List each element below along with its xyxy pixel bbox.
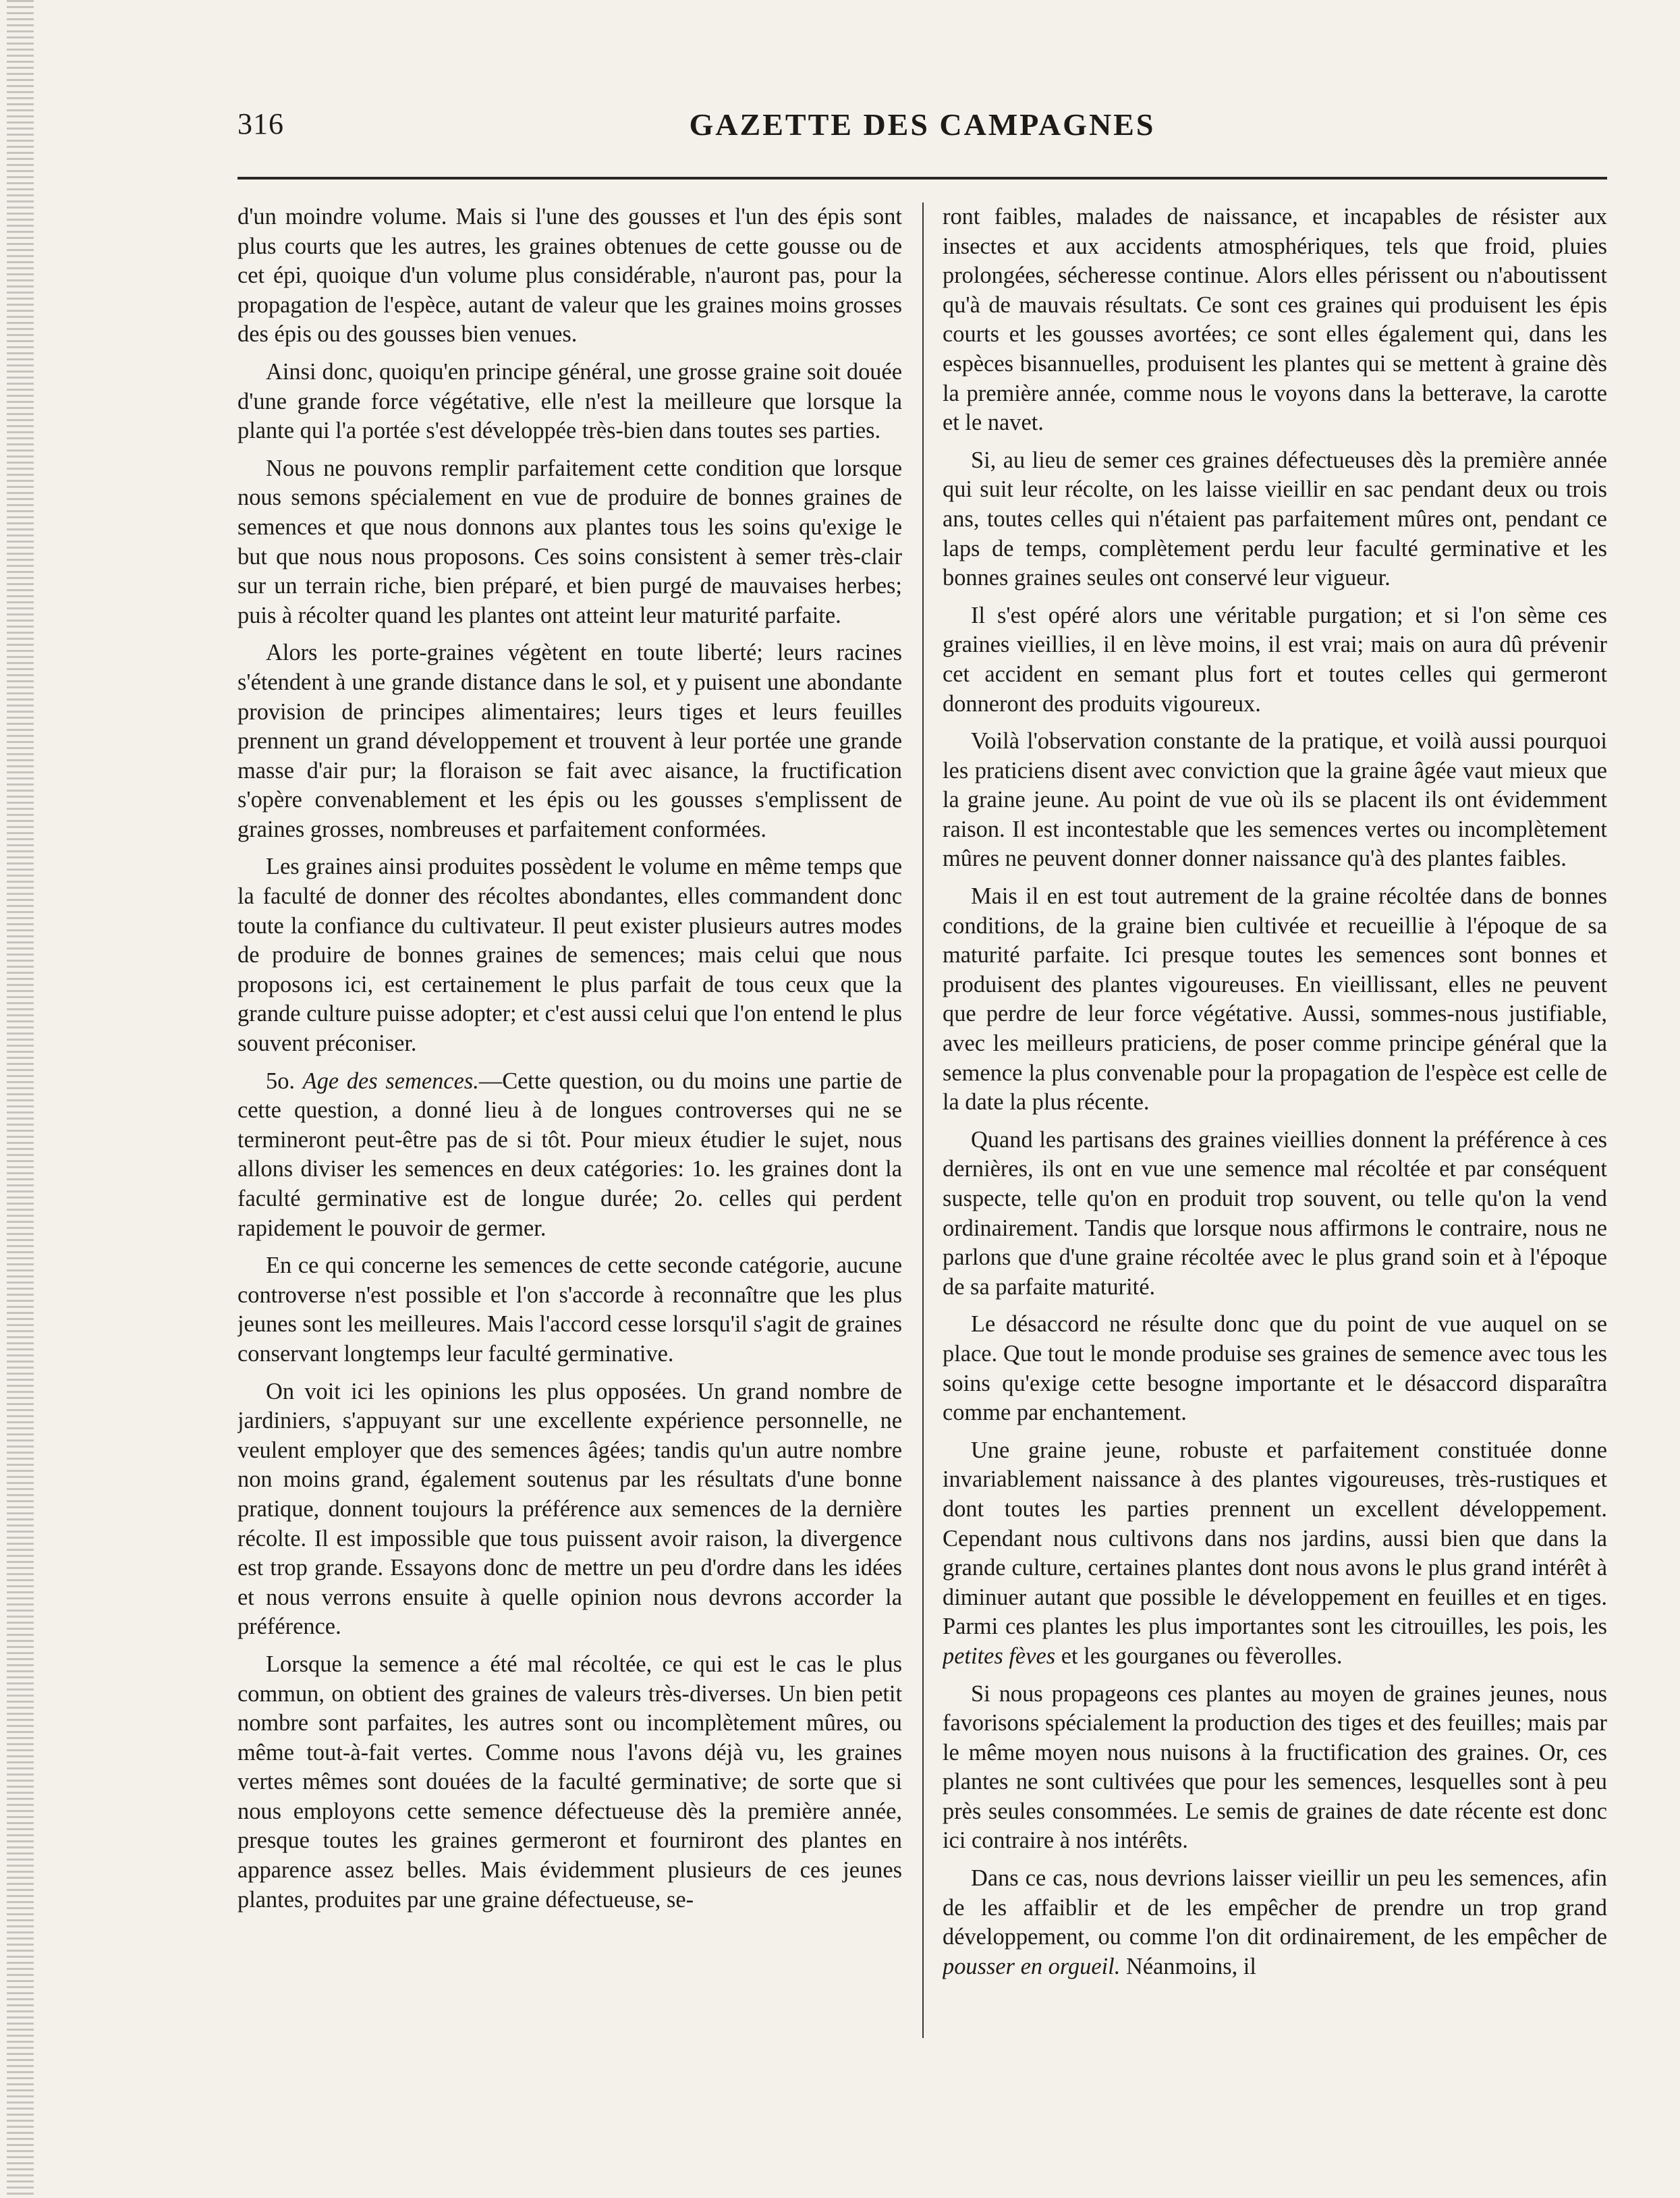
paragraph-section-age-des-semences [237, 1067, 902, 1244]
column-divider [922, 202, 924, 2038]
paragraph-text: Dans ce cas, nous devrions laisser vieillir un peu les semences, afin de les affaiblir et de les empêcher de prendre un trop grand développement, ou comme l'on dit ordinairement, de les empêcher de [943, 1865, 1607, 1950]
paragraph: Voilà l'observation constante de la pratique, et voilà aussi pourquoi les praticiens disent avec conviction que la graine âgée vaut mieux que la graine jeune. Au point de vue où ils se placent ils ont évidemment raison. Il est incontestable que les semences vertes ou incomplètement mûres ne peuvent donner donner naissance qu'à des plantes faibles. [943, 728, 1607, 872]
italic-term: petites fèves [943, 1643, 1056, 1669]
paragraph-text: —Cette question, ou du moins une partie de cette question, a donné lieu à de longues controverses qui ne se termineront peut-être pas de si tôt. Pour mieux étudier le sujet, nous allons diviser les semences en deux catégories: 1o. les graines dont la faculté germinative est de longue durée; 2o. celles qui perdent rapidement le pouvoir de germer. [237, 1068, 902, 1241]
paragraph: On voit ici les opinions les plus opposées. Un grand nombre de jardiniers, s'appuyant sur une excellente expérience personnelle, ne veulent employer que des semences âgées; tandis qu'un autre nombre non moins grand, également soutenus par les résultats d'une bonne pratique, donnent toujours la préférence aux semences de la dernière récolte. Il est impossible que tous puissent avoir raison, la divergence est trop grande. Essayons donc de mettre un peu d'ordre dans les idées et nous verrons ensuite à quelle opinion nous devrons accorder la préférence. [237, 1378, 902, 1640]
paragraph: ront faibles, malades de naissance, et incapables de résister aux insectes et aux accidents atmosphériques, tels que froid, pluies prolongées, sécheresse continue. Alors elles périssent ou n'aboutissent qu'à de mauvais résultats. Ce sont ces graines qui produisent les épis courts et les gousses avortées; ce sont elles également qui, dans les espèces bisannuelles, produisent les plantes qui se mettent à graine dès la première année, comme nous le voyons dans la betterave, la carotte et le navet. [943, 204, 1607, 436]
paragraph: Le désaccord ne résulte donc que du point de vue auquel on se place. Que tout le monde produise ses graines de semence avec tous les soins qu'exige cette besogne importante et le désaccord disparaîtra comme par enchantement. [943, 1311, 1607, 1426]
paragraph: Il s'est opéré alors une véritable purgation; et si l'on sème ces graines vieillies, il en lève moins, il est vrai; mais on aura dû prévenir cet accident en semant plus fort et toutes celles qui germeront donneront des produits vigoureux. [943, 602, 1607, 717]
paragraph [943, 1436, 1607, 1672]
paragraph: Alors les porte-graines végètent en toute liberté; leurs racines s'étendent à une grande distance dans le sol, et y puisent une abondante provision de principes alimentaires; leurs tiges et leurs feuilles prennent un grand développement et trouvent à leur portée une grande masse d'air pur; la floraison se fait avec aisance, la fructification s'opère convenablement et les épis ou les gousses s'emplissent de graines grosses, nombreuses et parfaitement conformées. [237, 640, 902, 842]
paragraph: Nous ne pouvons remplir parfaitement cette condition que lorsque nous semons spécialement en vue de produire de bonnes graines de semences et que nous donnons aux plantes tous les soins qu'exige le but que nous nous proposons. Ces soins consistent à semer très-clair sur un terrain riche, bien préparé, et bien purgé de mauvaises herbes; puis à récolter quand les plantes ont atteint leur maturité parfaite. [237, 455, 902, 628]
section-heading: Age des semences. [302, 1068, 479, 1094]
paragraph: Lorsque la semence a été mal récoltée, ce qui est le cas le plus commun, on obtient des graines de valeurs très-diverses. Un bien petit nombre sont parfaites, les autres sont ou incomplètement mûres, ou même tout-à-fait vertes. Comme nous l'avons déjà vu, les graines vertes mêmes sont douées de la faculté germinative; de sorte que si nous employons cette semence défectueuse dès la première année, presque toutes les graines germeront et fourniront des plantes en apparence assez belles. Mais évidemment plusieurs de ces jeunes plantes, produites par une graine défectueuse, se- [237, 1651, 902, 1913]
paragraph-text: Une graine jeune, robuste et parfaitement constituée donne invariablement naissance à des plantes vigoureuses, très-rustiques et dont toutes les parties prennent un excellent développement. Cependant nous cultivons dans nos jardins, aussi bien que dans la grande culture, certaines plantes dont nous avons le plus grand intérêt à diminuer autant que possible le développement en feuilles et en tiges. Parmi ces plantes les plus importantes sont les citrouilles, les pois, les [943, 1437, 1607, 1640]
paragraph: Si, au lieu de semer ces graines défectueuses dès la première année qui suit leur récolte, on les laisse vieillir en sac pendant deux ou trois ans, toutes celles qui n'étaient pas parfaitement mûres ont, pendant ce laps de temps, complètement perdu leur faculté germinative et les bonnes graines seules ont conservé leur vigueur. [943, 447, 1607, 591]
article-columns [237, 202, 1607, 2038]
paragraph: Mais il en est tout autrement de la graine récoltée dans de bonnes conditions, de la graine bien cultivée et recueillie à l'époque de sa maturité parfaite. Ici presque toutes les semences sont bonnes et produisent des plantes vigoureuses. En vieillissant, elles ne peuvent que perdre de leur force végétative. Aussi, sommes-nous justifiable, avec les meilleurs praticiens, de poser comme principe général que la semence la plus convenable pour la propagation de l'espèce est celle de la date la plus récente. [943, 883, 1607, 1116]
page-number: 316 [237, 107, 284, 140]
paragraph-text: et les gourganes ou fèverolles. [1061, 1643, 1343, 1669]
paragraph: d'un moindre volume. Mais si l'une des gousses et l'un des épis sont plus courts que les autres, les graines obtenues de cette gousse ou de cet épi, quoique d'un volume plus considérable, n'auront pas, pour la propagation de l'espèce, autant de valeur que les graines moins grosses des épis ou des gousses bien venues. [237, 204, 902, 348]
italic-term: pousser en orgueil. [943, 1953, 1121, 1979]
paragraph: En ce qui concerne les semences de cette seconde catégorie, aucune controverse n'est possible et l'on s'accorde à reconnaître que les plus jeunes sont les meilleures. Mais l'accord cesse lorsqu'il s'agit de graines conservant longtemps leur faculté germinative. [237, 1253, 902, 1367]
scan-edge-noise [7, 0, 34, 2198]
paragraph-text: Néanmoins, il [1125, 1953, 1256, 1979]
paragraph: Si nous propageons ces plantes au moyen de graines jeunes, nous favorisons spécialement la production des tiges et des feuilles; mais par le même moyen nous nuisons à la fructification des graines. Or, ces plantes ne sont cultivées que pour les semences, lesquelles sont à peu près seules consommées. Le semis de graines de date récente est donc ici contraire à nos intérêts. [943, 1680, 1607, 1854]
left-column [237, 202, 902, 2038]
running-head [237, 107, 1607, 154]
paragraph: Les graines ainsi produites possèdent le volume en même temps que la faculté de donner des récoltes abondantes, elles commandent donc toute la confiance du cultivateur. Il peut exister plusieurs autres modes de produire de bonnes graines de semences; mais celui que nous proposons ici, est certainement le plus parfait de tous ceux que la grande culture puisse adopter; et c'est aussi celui que l'on entend le plus souvent préconiser. [237, 854, 902, 1057]
section-number: 5o. [266, 1068, 295, 1094]
paragraph: Quand les partisans des graines vieillies donnent la préférence à ces dernières, ils ont en vue une semence mal récoltée et par conséquent suspecte, telle qu'on en produit trop souvent, ou telle qu'on la vend ordinairement. Tandis que lorsque nous affirmons le contraire, nous ne parlons que d'une graine récoltée avec le plus grand soin et à l'époque de sa parfaite maturité. [943, 1126, 1607, 1300]
paragraph: Ainsi donc, quoiqu'en principe général, une grosse graine soit douée d'une grande force végétative, elle n'est la meilleure que lorsque la plante qui l'a portée s'est développée très-bien dans toutes ses parties. [237, 358, 902, 444]
paragraph [943, 1864, 1607, 1981]
journal-title: GAZETTE DES CAMPAGNES [689, 107, 1156, 142]
header-rule [237, 177, 1607, 180]
right-column [943, 202, 1607, 2038]
